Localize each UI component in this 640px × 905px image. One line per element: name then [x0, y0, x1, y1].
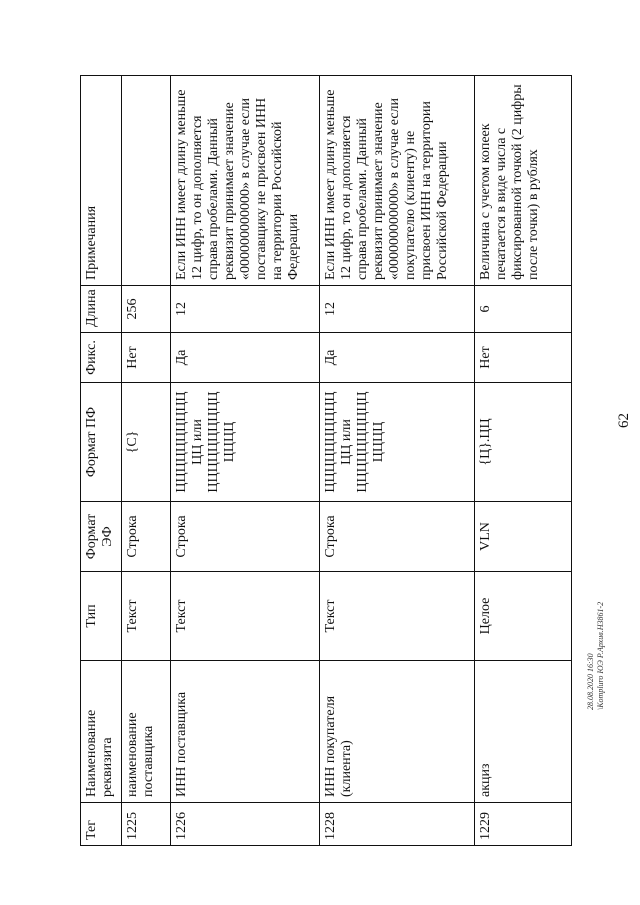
- header-name: Наименование реквизита: [81, 661, 122, 803]
- table-row: [122, 76, 171, 846]
- page-number: 62: [616, 413, 632, 428]
- table-row: [171, 76, 320, 846]
- cell-type: Целое: [475, 572, 572, 661]
- cell-notes: [122, 76, 171, 286]
- table-header-row: [81, 76, 122, 846]
- requisites-table: [80, 75, 572, 846]
- cell-format-pf: {С}: [122, 383, 171, 502]
- cell-length: 6: [475, 286, 572, 333]
- header-tag: Тег: [81, 803, 122, 846]
- cell-notes: Величина с учетом копеек печатается в виде числа с фиксированной точкой (2 цифры после точки) в рублях: [475, 76, 572, 286]
- cell-type: Текст: [122, 572, 171, 661]
- cell-length: 12: [320, 286, 475, 333]
- footer-date: 28.08.2020 16:30: [586, 653, 595, 710]
- header-format-pf: Формат ПФ: [81, 383, 122, 502]
- cell-type: Текст: [320, 572, 475, 661]
- cell-format-pf: ЦЦЦЦЦЦЦЦЦЦ ЦЦ или ЦЦЦЦЦЦЦЦЦЦ ЦЦЦЦ: [320, 383, 475, 502]
- table-row: [320, 76, 475, 846]
- cell-format-pf: ЦЦЦЦЦЦЦЦЦЦ ЦЦ или ЦЦЦЦЦЦЦЦЦЦ ЦЦЦЦ: [171, 383, 320, 502]
- header-length: Длина: [81, 286, 122, 333]
- cell-name: ИНН покупателя (клиента): [320, 661, 475, 803]
- cell-tag: 1225: [122, 803, 171, 846]
- cell-format-ef: Строка: [320, 502, 475, 572]
- cell-name: акциз: [475, 661, 572, 803]
- cell-format-ef: VLN: [475, 502, 572, 572]
- cell-notes: Если ИНН имеет длину меньше 12 цифр, то он дополняется справа пробелами. Данный реквизит принимает значение «000000000000» в случае если поставщику не присвоен ИНН на территории Российской Федерации: [171, 76, 320, 286]
- cell-name: ИНН поставщика: [171, 661, 320, 803]
- rotated-table-container: [80, 76, 572, 846]
- cell-fixed: Да: [320, 333, 475, 383]
- cell-fixed: Нет: [122, 333, 171, 383]
- cell-name: наименование поставщика: [122, 661, 171, 803]
- cell-tag: 1226: [171, 803, 320, 846]
- cell-tag: 1228: [320, 803, 475, 846]
- document-footer-stamp: [586, 570, 606, 710]
- cell-tag: 1229: [475, 803, 572, 846]
- header-notes: Примечания: [81, 76, 122, 286]
- cell-type: Текст: [171, 572, 320, 661]
- cell-fixed: Да: [171, 333, 320, 383]
- cell-format-ef: Строка: [122, 502, 171, 572]
- cell-format-ef: Строка: [171, 502, 320, 572]
- cell-length: 256: [122, 286, 171, 333]
- header-fixed: Фикс.: [81, 333, 122, 383]
- cell-length: 12: [171, 286, 320, 333]
- cell-notes: Если ИНН имеет длину меньше 12 цифр, то он дополняется справа пробелами. Данный реквизит принимает значение «000000000000» в случае если покупателю (клиенту) не присвоен ИНН на территории Российской Федерации: [320, 76, 475, 286]
- table-row: [475, 76, 572, 846]
- footer-path: \Kompluro ЮЭ Р.Архив.НЗ861-2: [596, 601, 605, 710]
- header-format-ef: Формат ЭФ: [81, 502, 122, 572]
- cell-fixed: Нет: [475, 333, 572, 383]
- header-type: Тип: [81, 572, 122, 661]
- cell-format-pf: {Ц}.ЦЦ: [475, 383, 572, 502]
